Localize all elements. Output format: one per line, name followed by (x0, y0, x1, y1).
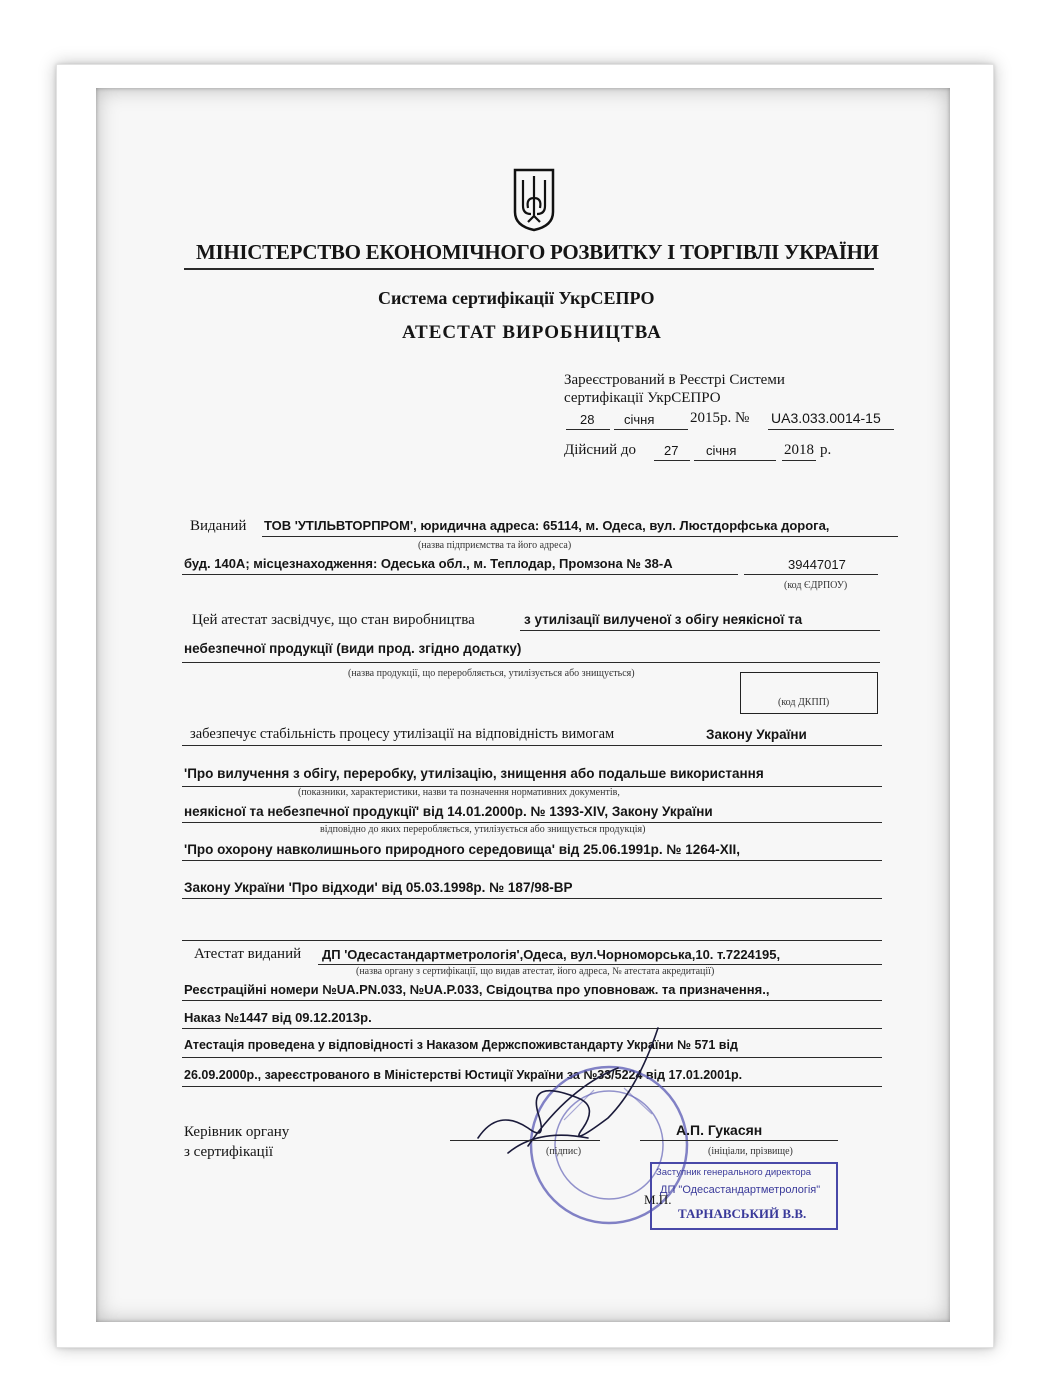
issued-label: Виданий (190, 518, 247, 534)
certifies-caption: (назва продукції, що переробляється, утилізується або знищується) (348, 668, 635, 679)
valid-day: 27 (664, 443, 679, 458)
issuer-line5: 26.09.2000р., зареєстрованого в Міністерстві Юстиції України за №33/5224 від 17.01.2001р. (184, 1068, 743, 1082)
issued-line1: ТОВ 'УТІЛЬВТОРПРОМ', юридична адреса: 65114, м. Одеса, вул. Люстдорфська дорога, (264, 518, 830, 533)
ensures-line2: неякісної та небезпечної продукції' від 14.01.2000р. № 1393-XIV, Закону України (184, 804, 713, 819)
certifies-line2: небезпечної продукції (види прод. згідно додатку) (184, 641, 522, 656)
certifies-line1: з утилізації вилученої з обігу неякісної та (524, 612, 803, 627)
signatory-role-line2: з сертифікації (184, 1144, 274, 1160)
issuer-line3: Наказ №1447 від 09.12.2013р. (184, 1010, 372, 1025)
signatory-name: А.П. Гукасян (676, 1122, 763, 1138)
valid-year: 2018 (784, 442, 814, 458)
signature-caption: (підпис) (546, 1146, 582, 1157)
issuer-line1: ДП 'Одесастандартметрологія',Одеса, вул.Чорноморська,10. т.7224195, (322, 947, 781, 962)
dkpp-caption: (код ДКПП) (778, 697, 830, 708)
ensures-line4: Закону України 'Про відходи' від 05.03.1998р. № 187/98-ВР (184, 880, 573, 895)
valid-year-suffix: р. (820, 442, 832, 458)
ensures-line3: 'Про охорону навколишнього природного середовища' від 25.06.1991р. № 1264-XII, (184, 842, 741, 857)
seal-place-label: М.П. (644, 1192, 672, 1207)
ensures-caption2: відповідно до яких переробляється, утилізується або знищується продукція) (320, 824, 646, 835)
rectangular-stamp (650, 1162, 838, 1230)
stamp-line1: Заступник генерального директора (656, 1167, 812, 1178)
trident-emblem-icon (512, 168, 556, 232)
registration-day: 28 (580, 412, 595, 427)
ministry-underline (184, 268, 874, 270)
ministry-title: МІНІСТЕРСТВО ЕКОНОМІЧНОГО РОЗВИТКУ І ТОРГІВЛІ УКРАЇНИ (196, 240, 879, 264)
registration-number: UA3.033.0014-15 (771, 410, 881, 426)
valid-until-label: Дійсний до (564, 442, 637, 458)
issuer-line2: Реєстраційні номери №UA.PN.033, №UA.P.033, Свідоцтва про уповноваж. та призначення., (184, 982, 770, 997)
ensures-law1: Закону України (706, 727, 807, 742)
issuer-line4: Атестація проведена у відповідності з Наказом Держспоживстандарту України № 571 від (184, 1038, 738, 1052)
stamp-line3: ТАРНАВСЬКИЙ В.В. (678, 1206, 807, 1221)
edrpou-code: 39447017 (788, 557, 846, 572)
certifies-prefix: Цей атестат засвідчує, що стан виробництва (192, 612, 475, 628)
system-title: Система сертифікації УкрСЕПРО (378, 288, 655, 308)
document-title: АТЕСТАТ ВИРОБНИЦТВА (402, 322, 662, 343)
ensures-caption1: (показники, характеристики, назви та позначення нормативних документів, (298, 787, 620, 798)
registration-year: 2015р. № (690, 410, 750, 426)
registration-line2: сертифікації УкрСЕПРО (564, 390, 721, 406)
issued-caption: (назва підприємства та його адреса) (418, 540, 572, 551)
ensures-prefix: забезпечує стабільність процесу утилізації на відповідність вимогам (190, 726, 615, 742)
edrpou-caption: (код ЄДРПОУ) (784, 580, 848, 591)
registration-line1: Зареєстрований в Реєстрі Системи (564, 372, 785, 388)
issuer-caption: (назва органу з сертифікації, що видав атестат, його адреса, № атестата акредитації) (356, 966, 715, 977)
issued-line2: буд. 140А; місцезнаходження: Одеська обл., м. Теплодар, Промзона № 38-А (184, 556, 673, 571)
name-caption: (ініціали, прізвище) (708, 1146, 793, 1157)
registration-month: січня (624, 412, 655, 427)
signatory-role-line1: Керівник органу (184, 1124, 290, 1140)
issuer-prefix: Атестат виданий (194, 946, 302, 962)
ensures-line1: 'Про вилучення з обігу, переробку, утилізацію, знищення або подальше використання (184, 766, 764, 781)
valid-month: січня (706, 443, 737, 458)
stamp-line2: ДП "Одесастандартметрологія" (660, 1184, 821, 1196)
